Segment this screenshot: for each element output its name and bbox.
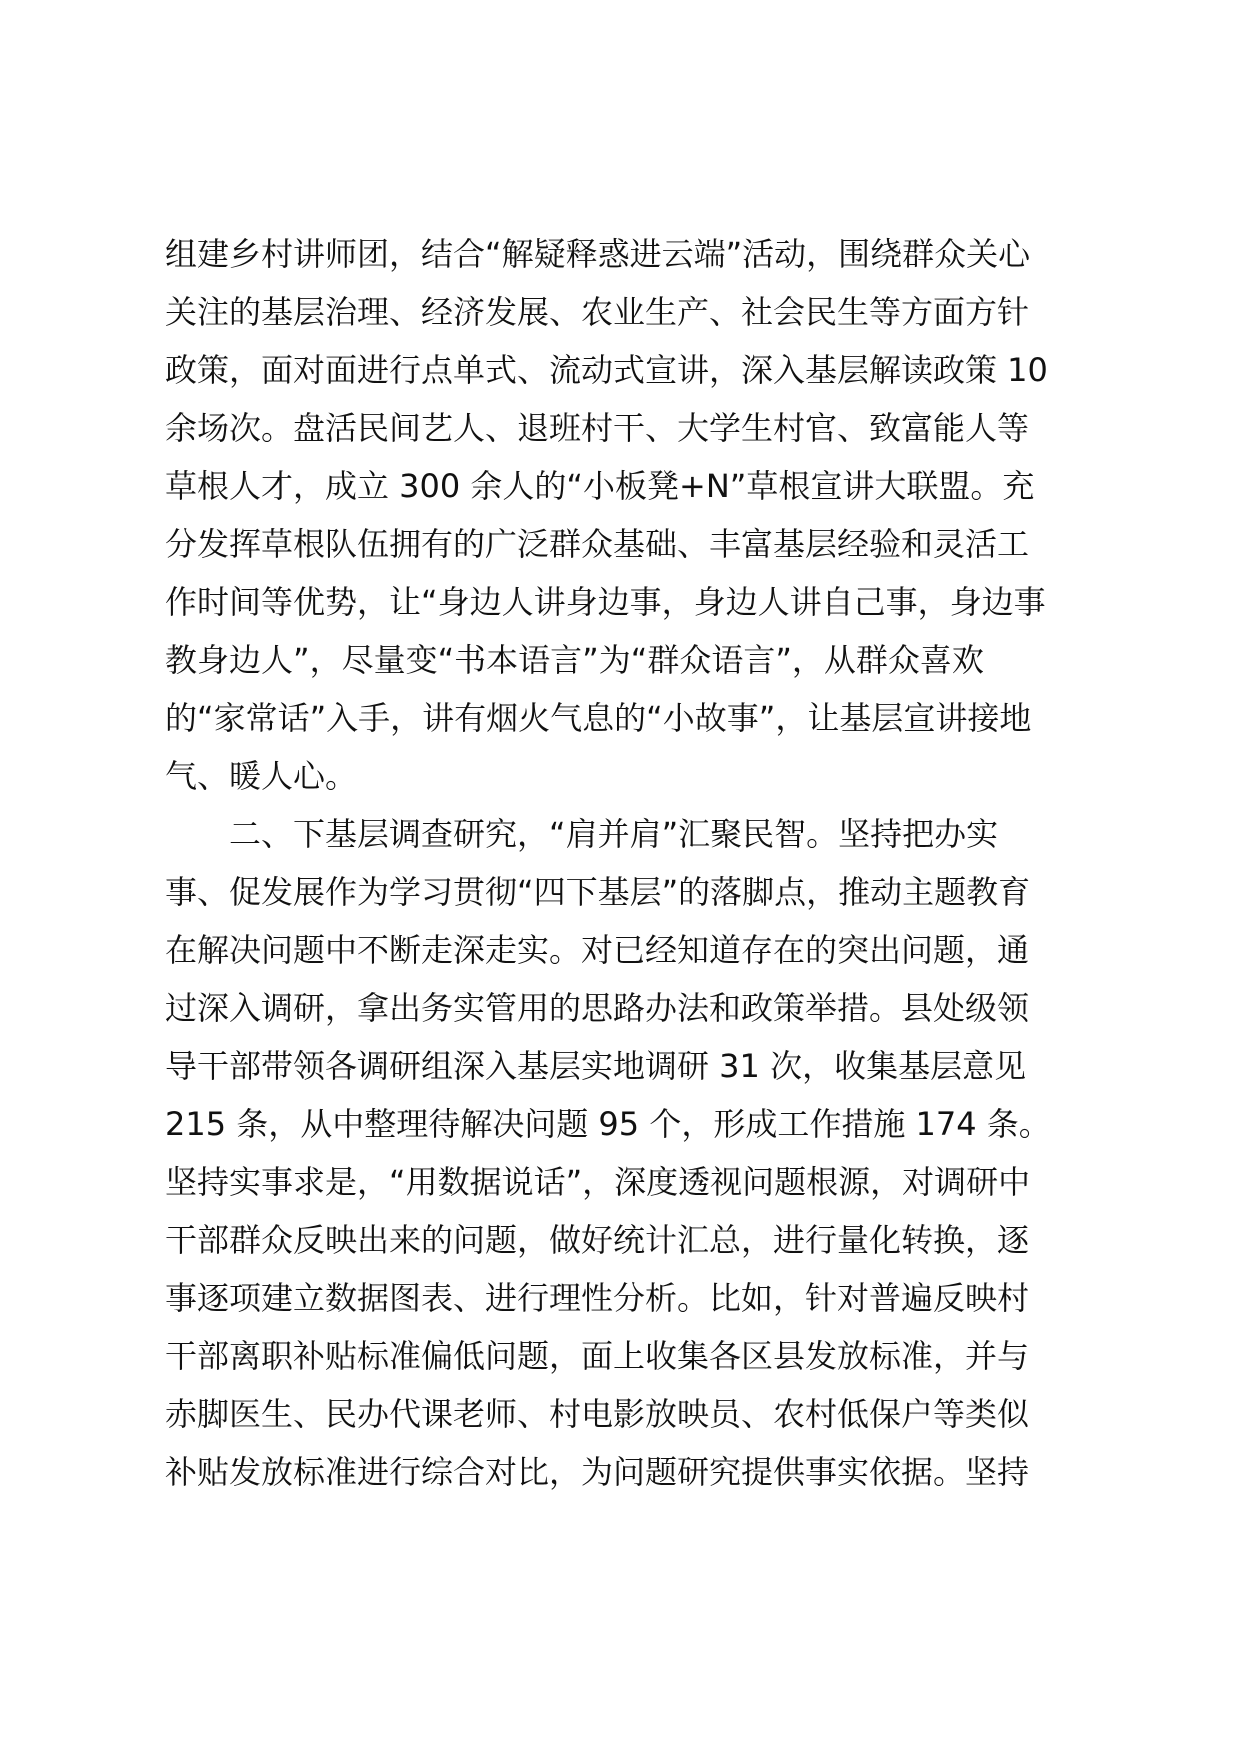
text-line: 气、暖人心。 <box>165 757 358 795</box>
text-line: 215 条，从中整理待解决问题 95 个，形成工作措施 174 条。 <box>165 1105 1051 1143</box>
text-line: 分发挥草根队伍拥有的广泛群众基础、丰富基层经验和灵活工 <box>165 525 1030 563</box>
text-line: 过深入调研，拿出务实管用的思路办法和政策举措。县处级领 <box>165 989 1030 1027</box>
text-line: 事逐项建立数据图表、进行理性分析。比如，针对普遍反映村 <box>165 1279 1030 1317</box>
text-line: 在解决问题中不断走深走实。对已经知道存在的突出问题，通 <box>165 931 1030 969</box>
body-text <box>165 225 1085 1501</box>
text-line: 作时间等优势，让“身边人讲身边事，身边人讲自己事，身边事 <box>165 583 1046 621</box>
text-line: 关注的基层治理、经济发展、农业生产、社会民生等方面方针 <box>165 293 1030 331</box>
text-line: 事、促发展作为学习贯彻“四下基层”的落脚点，推动主题教育 <box>165 873 1031 911</box>
text-line: 赤脚医生、民办代课老师、村电影放映员、农村低保户等类似 <box>165 1395 1030 1433</box>
text-line: 的“家常话”入手，讲有烟火气息的“小故事”，让基层宣讲接地 <box>165 699 1032 737</box>
text-line: 余场次。盘活民间艺人、退班村干、大学生村官、致富能人等 <box>165 409 1030 447</box>
section-heading-line: 二、下基层调查研究，“肩并肩”汇聚民智。坚持把办实 <box>229 815 999 853</box>
text-line: 草根人才，成立 300 余人的“小板凳+N”草根宣讲大联盟。充 <box>165 467 1035 505</box>
text-line: 教身边人”，尽量变“书本语言”为“群众语言”，从群众喜欢 <box>165 641 984 679</box>
text-line: 导干部带领各调研组深入基层实地调研 31 次，收集基层意见 <box>165 1047 1027 1085</box>
text-line: 干部离职补贴标准偏低问题，面上收集各区县发放标准，并与 <box>165 1337 1030 1375</box>
text-line: 干部群众反映出来的问题，做好统计汇总，进行量化转换，逐 <box>165 1221 1030 1259</box>
text-line: 组建乡村讲师团，结合“解疑释惑进云端”活动，围绕群众关心 <box>165 235 1031 273</box>
text-line: 坚持实事求是，“用数据说话”，深度透视问题根源，对调研中 <box>165 1163 1031 1201</box>
text-line: 政策，面对面进行点单式、流动式宣讲，深入基层解读政策 10 <box>165 351 1048 389</box>
text-line: 补贴发放标准进行综合对比，为问题研究提供事实依据。坚持 <box>165 1453 1030 1491</box>
